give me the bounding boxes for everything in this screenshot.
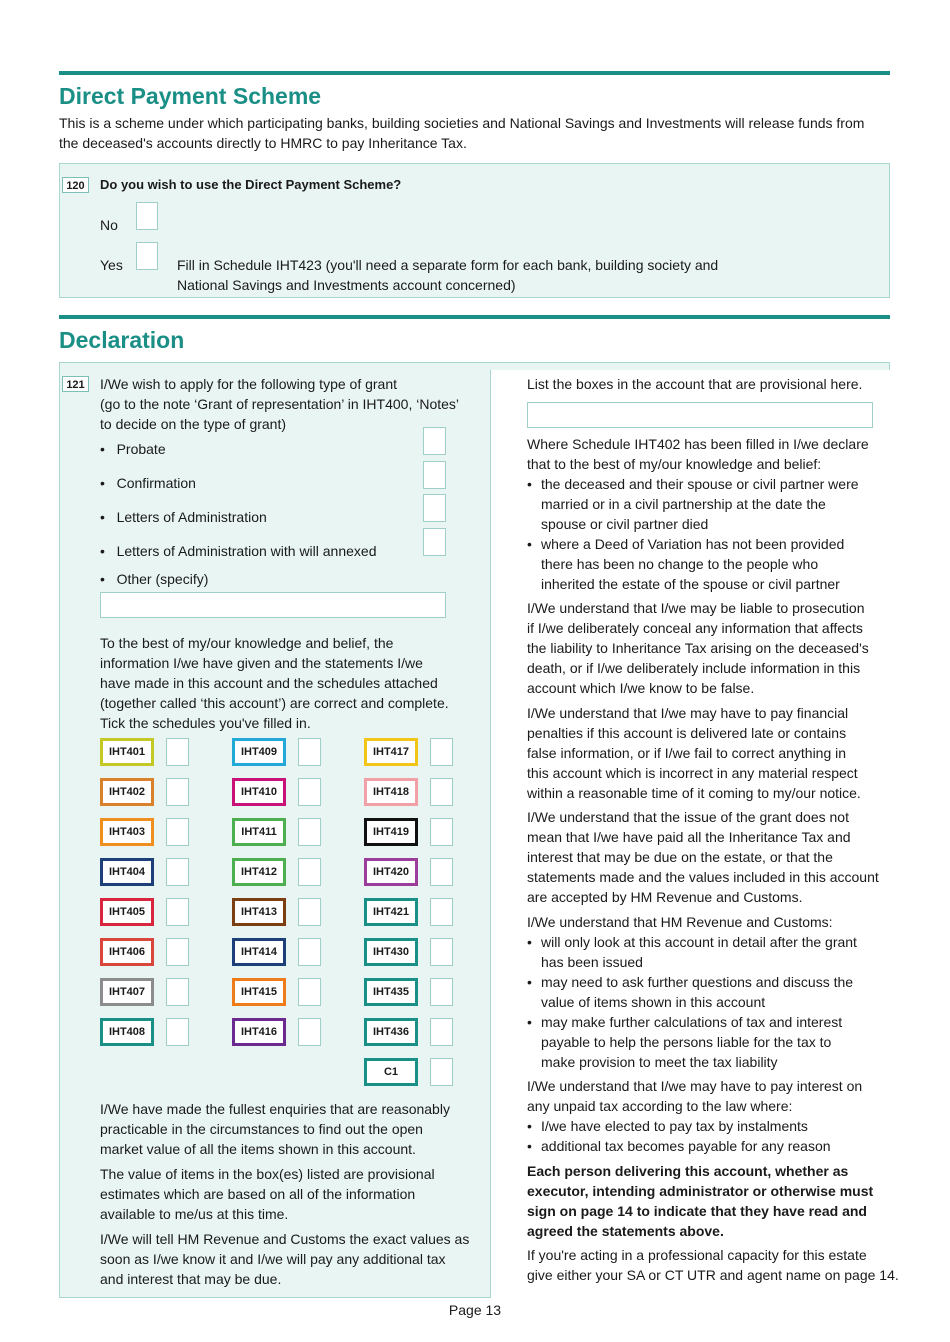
penalties-paragraph: I/We understand that I/we may have to pay financial penalties if this account is delivered late or contains false information, or if I/we fail to correct anything in this account which is incorrect in any material respect within a reasonable time of it coming to my/our notice. xyxy=(527,705,861,801)
schedule-tag: IHT430 xyxy=(364,938,418,966)
provisional-boxes-label: List the boxes in the account that are provisional here. xyxy=(527,376,863,392)
schedule-tag: C1 xyxy=(364,1058,418,1086)
grant-type-probate: • Probate xyxy=(100,441,166,457)
schedule-checkbox[interactable] xyxy=(298,978,321,1006)
iht402-bullet: • where a Deed of Variation has not been provided there has been no change to the people who inherited the estate of the spouse or civil partner xyxy=(527,534,882,594)
no-label: No xyxy=(100,217,118,233)
provisional-boxes-input[interactable] xyxy=(527,402,873,428)
schedule-checkbox[interactable] xyxy=(430,858,453,886)
schedule-tag: IHT413 xyxy=(232,898,286,926)
schedule-checkbox[interactable] xyxy=(166,858,189,886)
grant-type-letters-admin: • Letters of Administration xyxy=(100,509,267,525)
schedule-checkbox[interactable] xyxy=(298,858,321,886)
question-number: 121 xyxy=(62,376,89,392)
yes-checkbox[interactable] xyxy=(136,242,158,270)
schedule-checkbox[interactable] xyxy=(430,778,453,806)
schedule-checkbox[interactable] xyxy=(430,818,453,846)
schedule-tag: IHT406 xyxy=(100,938,154,966)
grant-type-other: • Other (specify) xyxy=(100,571,209,587)
interest-bullet: • I/we have elected to pay tax by instalments xyxy=(527,1116,882,1136)
schedule-tag: IHT418 xyxy=(364,778,418,806)
schedule-tag: IHT403 xyxy=(100,818,154,846)
schedule-tag: IHT420 xyxy=(364,858,418,886)
interest-paragraph: I/We understand that I/we may have to pay interest on any unpaid tax according to the law where: • I/we have elected to pay tax by instalments • additional tax becomes payable for any reason xyxy=(527,1076,882,1156)
schedule-checkbox[interactable] xyxy=(298,938,321,966)
schedule-checkbox[interactable] xyxy=(166,978,189,1006)
schedule-checkbox[interactable] xyxy=(298,778,321,806)
schedule-tag: IHT417 xyxy=(364,738,418,766)
declaration-title: Declaration xyxy=(59,327,185,353)
grant-intro-line-1: I/We wish to apply for the following type of grant xyxy=(100,376,398,392)
schedule-tag: IHT415 xyxy=(232,978,286,1006)
yes-label: Yes xyxy=(100,257,123,273)
schedule-tag: IHT412 xyxy=(232,858,286,886)
section-rule xyxy=(59,71,890,75)
direct-payment-title: Direct Payment Scheme xyxy=(59,83,322,109)
grant-type-letters-admin-will: • Letters of Administration with will annexed xyxy=(100,543,377,559)
schedule-tag: IHT404 xyxy=(100,858,154,886)
prosecution-paragraph: I/We understand that I/we may be liable to prosecution if I/we deliberately conceal any information that affects the liability to Inheritance Tax arising on the deceased's death, or if I/we deliberately include information in this account which I/we know to be false. xyxy=(527,600,869,696)
schedule-checkbox[interactable] xyxy=(298,1018,321,1046)
signing-paragraph: Each person delivering this account, whether as executor, intending administrator or otherwise must sign on page 14 to indicate that they have read and agreed the statements above. xyxy=(527,1163,874,1239)
section-rule xyxy=(59,315,890,319)
schedule-tag: IHT414 xyxy=(232,938,286,966)
schedule-checkbox[interactable] xyxy=(166,898,189,926)
hmrc-paragraph: I/We understand that HM Revenue and Customs: • will only look at this account in detail after the grant has been issued • may need to ask further questions and discuss the value of items shown in this account • may make further calculations of tax and interest payable to help the persons liable for the tax to make provision to meet the tax liability xyxy=(527,912,882,1072)
yes-note-line-2: National Savings and Investments account concerned) xyxy=(177,277,516,293)
schedule-tag: IHT405 xyxy=(100,898,154,926)
schedule-checkbox[interactable] xyxy=(298,898,321,926)
schedule-tag: IHT408 xyxy=(100,1018,154,1046)
professional-paragraph: If you're acting in a professional capacity for this estate give either your SA or CT UTR and agent name on page 14. xyxy=(527,1247,899,1283)
grant-intro-line-3: to decide on the type of grant) xyxy=(100,416,287,432)
other-specify-input[interactable] xyxy=(100,592,446,618)
letters-admin-will-checkbox[interactable] xyxy=(423,528,446,556)
probate-checkbox[interactable] xyxy=(423,427,446,455)
question-number: 120 xyxy=(62,177,89,193)
grant-intro-line-2: (go to the note ‘Grant of representation’ in IHT400, ‘Notes’ xyxy=(100,396,460,412)
direct-payment-intro: This is a scheme under which participating banks, building societies and National Savings and Investments will release funds from the deceased's accounts directly to HMRC to pay Inheritance Tax. xyxy=(59,115,865,151)
confirmation-checkbox[interactable] xyxy=(423,461,446,489)
schedule-checkbox[interactable] xyxy=(166,1018,189,1046)
knowledge-paragraph: To the best of my/our knowledge and belief, the information I/we have given and the statements I/we have made in this account and the schedules attached (together called ‘this account’) are correct and complete. Tick the schedules you've filled in. xyxy=(100,635,449,731)
schedule-tag: IHT416 xyxy=(232,1018,286,1046)
schedule-tag: IHT436 xyxy=(364,1018,418,1046)
iht402-paragraph: Where Schedule IHT402 has been filled in I/we declare that to the best of my/our knowledge and belief: • the deceased and their spouse or civil partner were married or in a civil partnership at the date the spouse or civil partner died • where a Deed of Variation has not been provided there has been no change to the people who inherited the estate of the spouse or civil partner xyxy=(527,434,882,594)
schedule-tag: IHT407 xyxy=(100,978,154,1006)
schedule-checkbox[interactable] xyxy=(430,978,453,1006)
grant-issue-paragraph: I/We understand that the issue of the grant does not mean that I/we have paid all the Inheritance Tax and interest that may be due on the estate, or that the statements made and the values included in this account are accepted by HM Revenue and Customs. xyxy=(527,809,879,905)
schedule-checkbox[interactable] xyxy=(298,738,321,766)
schedule-checkbox[interactable] xyxy=(430,938,453,966)
schedule-checkbox[interactable] xyxy=(430,898,453,926)
schedule-tag: IHT401 xyxy=(100,738,154,766)
hmrc-bullet: • may need to ask further questions and discuss the value of items shown in this account xyxy=(527,972,882,1012)
tell-hmrc-paragraph: I/We will tell HM Revenue and Customs the exact values as soon as I/we know it and I/we will pay any additional tax and interest that may be due. xyxy=(100,1231,470,1287)
question-120-text: Do you wish to use the Direct Payment Scheme? xyxy=(100,177,402,192)
schedule-tag: IHT409 xyxy=(232,738,286,766)
schedule-checkbox[interactable] xyxy=(166,738,189,766)
no-checkbox[interactable] xyxy=(136,202,158,230)
iht402-bullet: • the deceased and their spouse or civil partner were married or in a civil partnership at the date the spouse or civil partner died xyxy=(527,474,882,534)
hmrc-bullet: • may make further calculations of tax and interest payable to help the persons liable for the tax to make provision to meet the tax liability xyxy=(527,1012,882,1072)
grant-type-confirmation: • Confirmation xyxy=(100,475,196,491)
schedule-tag: IHT411 xyxy=(232,818,286,846)
schedule-checkbox[interactable] xyxy=(430,738,453,766)
schedule-checkbox[interactable] xyxy=(166,778,189,806)
schedule-tag: IHT410 xyxy=(232,778,286,806)
schedule-tag: IHT421 xyxy=(364,898,418,926)
hmrc-bullet: • will only look at this account in detail after the grant has been issued xyxy=(527,932,882,972)
schedule-tag: IHT435 xyxy=(364,978,418,1006)
yes-note-line-1: Fill in Schedule IHT423 (you'll need a separate form for each bank, building society and xyxy=(177,257,719,273)
provisional-paragraph: The value of items in the box(es) listed are provisional estimates which are based on all of the information available to me/us at this time. xyxy=(100,1166,435,1222)
schedule-tag: IHT402 xyxy=(100,778,154,806)
schedule-checkbox[interactable] xyxy=(298,818,321,846)
interest-bullet: • additional tax becomes payable for any reason xyxy=(527,1136,882,1156)
letters-admin-checkbox[interactable] xyxy=(423,494,446,522)
schedule-tag: IHT419 xyxy=(364,818,418,846)
schedule-checkbox[interactable] xyxy=(166,938,189,966)
page-number: Page 13 xyxy=(448,1302,502,1318)
schedule-checkbox[interactable] xyxy=(430,1018,453,1046)
enquiries-paragraph: I/We have made the fullest enquiries that are reasonably practicable in the circumstances to find out the open market value of all the items shown in this account. xyxy=(100,1101,450,1157)
schedule-checkbox[interactable] xyxy=(166,818,189,846)
schedule-checkbox[interactable] xyxy=(430,1058,453,1086)
